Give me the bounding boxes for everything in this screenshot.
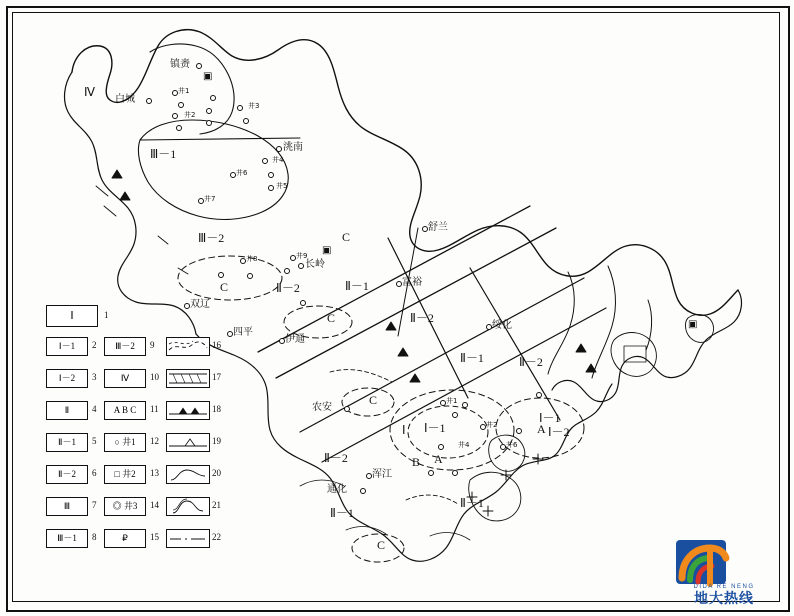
legend-swatch: ◎ 井3 [104, 497, 146, 516]
map-city-marker [276, 146, 282, 152]
legend-number: 13 [150, 468, 159, 478]
map-zone-label: Ⅱ－1 [460, 496, 484, 510]
map-zone-label: C [377, 538, 386, 552]
legend-swatch: ₽ [104, 529, 146, 548]
legend-number: 16 [212, 340, 221, 350]
legend-number: 14 [150, 500, 159, 510]
map-zone-label: Ⅱ－2 [410, 311, 434, 325]
map-city-label: 富裕 [402, 277, 422, 288]
legend-row [42, 369, 242, 391]
map-symbol-square: ▣ [688, 319, 698, 330]
map-zone-label: Ⅲ－2 [198, 231, 225, 245]
legend-swatch-symbol [166, 369, 210, 388]
map-zone-label: C [220, 280, 229, 294]
legend [42, 305, 242, 580]
legend-swatch: A B C [104, 401, 146, 420]
map-city-label: 双辽 [190, 299, 210, 310]
map-zone-label: Ⅱ－2 [519, 355, 543, 369]
legend-number: 17 [212, 372, 221, 382]
map-well-marker [206, 108, 212, 114]
legend-number: 9 [150, 340, 155, 350]
map-well-marker [536, 392, 542, 398]
map-city-label: 长岭 [305, 259, 325, 270]
legend-swatch: Ⅰ－2 [46, 369, 88, 388]
map-well-marker [210, 95, 216, 101]
map-well-marker [452, 412, 458, 418]
map-city-marker [279, 338, 285, 344]
map-well-id: 井6 [236, 169, 248, 177]
map-well-marker [172, 113, 178, 119]
map-zone-label: Ⅱ－2 [276, 281, 300, 295]
map-well-marker [218, 272, 224, 278]
map-well-marker [247, 273, 253, 279]
legend-row [42, 337, 242, 359]
map-well-marker [438, 444, 444, 450]
legend-number: 8 [92, 532, 97, 542]
map-zone-label: Ⅳ [84, 85, 96, 99]
map-well-id: 井4 [272, 156, 284, 164]
map-well-marker [176, 125, 182, 131]
legend-swatch: Ⅰ [46, 305, 98, 327]
legend-swatch: □ 井2 [104, 465, 146, 484]
map-zone-label: A [434, 452, 443, 466]
map-well-id: 井5 [276, 182, 288, 190]
map-city-marker [344, 406, 350, 412]
legend-number: 7 [92, 500, 97, 510]
map-well-marker [300, 300, 306, 306]
legend-number: 10 [150, 372, 159, 382]
map-well-marker [206, 120, 212, 126]
map-well-id: 井6 [506, 441, 518, 449]
legend-swatch: Ⅱ [46, 401, 88, 420]
legend-swatch: Ⅰ－1 [46, 337, 88, 356]
map-well-marker [462, 402, 468, 408]
map-city-label: 伊通 [285, 334, 305, 345]
legend-number: 18 [212, 404, 221, 414]
legend-swatch-symbol [166, 337, 210, 356]
watermark-logo [668, 538, 780, 608]
legend-number: 2 [92, 340, 97, 350]
legend-swatch: Ⅱ－2 [46, 465, 88, 484]
map-well-marker [268, 172, 274, 178]
map-city-label: 舒兰 [428, 222, 448, 233]
map-well-id: 井7 [204, 195, 216, 203]
legend-swatch-symbol [166, 433, 210, 452]
map-zone-label: A [537, 422, 546, 436]
legend-swatch: Ⅱ－1 [46, 433, 88, 452]
map-zone-label: C [342, 230, 351, 244]
map-well-marker [284, 268, 290, 274]
watermark-title: 地大热线 [694, 591, 754, 607]
map-zone-label: C [327, 311, 336, 325]
map-city-marker [196, 63, 202, 69]
map-zone-label: Ⅰ－2 [548, 425, 570, 439]
map-city-marker [486, 324, 492, 330]
map-well-marker [428, 470, 434, 476]
map-well-id: 井2 [486, 421, 498, 429]
map-city-marker [366, 473, 372, 479]
map-well-marker [452, 470, 458, 476]
map-well-marker [243, 118, 249, 124]
map-city-label: 农安 [312, 402, 332, 413]
legend-swatch-symbol [166, 401, 210, 420]
legend-swatch-symbol [166, 465, 210, 484]
map-city-label: 洮南 [283, 142, 303, 153]
legend-number: 6 [92, 468, 97, 478]
legend-number: 15 [150, 532, 159, 542]
legend-swatch: Ⅲ [46, 497, 88, 516]
legend-row [42, 305, 242, 327]
map-well-id: 井3 [248, 102, 260, 110]
map-zone-label: Ⅰ [402, 423, 406, 437]
map-city-marker [422, 226, 428, 232]
map-well-id: 井9 [296, 252, 308, 260]
map-zone-label: Ⅱ－1 [460, 351, 484, 365]
map-well-marker [178, 102, 184, 108]
map-symbol-square: ▣ [322, 245, 332, 256]
map-city-label: 通化 [327, 484, 347, 495]
map-well-marker [262, 158, 268, 164]
legend-number: 3 [92, 372, 97, 382]
legend-number: 11 [150, 404, 159, 414]
map-city-label: 白城 [115, 94, 135, 105]
legend-row [42, 401, 242, 423]
legend-number: 1 [104, 310, 109, 320]
legend-number: 19 [212, 436, 221, 446]
map-well-marker [516, 428, 522, 434]
map-city-label: 镇赉 [170, 59, 190, 70]
map-city-label: 四平 [233, 327, 253, 338]
legend-row [42, 465, 242, 487]
map-zone-label: Ⅱ－2 [324, 451, 348, 465]
legend-number: 22 [212, 532, 221, 542]
legend-swatch: ○ 井1 [104, 433, 146, 452]
watermark-subtitle: DIDA RE NENG [693, 584, 755, 590]
legend-row [42, 497, 242, 519]
map-city-marker [360, 488, 366, 494]
legend-number: 4 [92, 404, 97, 414]
map-well-id: 井2 [184, 111, 196, 119]
legend-row [42, 433, 242, 455]
legend-number: 21 [212, 500, 221, 510]
map-city-marker [146, 98, 152, 104]
legend-swatch: Ⅲ－2 [104, 337, 146, 356]
map-well-id: 井4 [458, 441, 470, 449]
map-zone-label: Ⅲ－1 [150, 147, 177, 161]
map-well-marker [237, 105, 243, 111]
legend-number: 5 [92, 436, 97, 446]
legend-number: 12 [150, 436, 159, 446]
map-city-label: 浑江 [372, 469, 392, 480]
map-well-id: 井1 [446, 397, 458, 405]
map-zone-label: Ⅱ－1 [345, 279, 369, 293]
map-zone-label: C [369, 393, 378, 407]
map-well-marker [268, 185, 274, 191]
watermark-mark [668, 538, 780, 590]
legend-number: 20 [212, 468, 221, 478]
map-city-label: 绥化 [492, 320, 512, 331]
map-zone-label: Ⅰ－1 [424, 421, 446, 435]
legend-swatch-symbol [166, 497, 210, 516]
legend-swatch: Ⅳ [104, 369, 146, 388]
map-zone-label: B [412, 455, 421, 469]
map-city-marker [396, 281, 402, 287]
map-symbol-square: ▣ [203, 71, 213, 82]
map-well-id: 井8 [246, 255, 258, 263]
legend-swatch-symbol [166, 529, 210, 548]
map-city-marker [298, 263, 304, 269]
map-well-id: 井1 [178, 87, 190, 95]
legend-row [42, 529, 242, 551]
map-zone-label: Ⅱ－1 [330, 506, 354, 520]
map-zone-label: Ⅰ－1 [539, 411, 561, 425]
legend-swatch: Ⅲ－1 [46, 529, 88, 548]
